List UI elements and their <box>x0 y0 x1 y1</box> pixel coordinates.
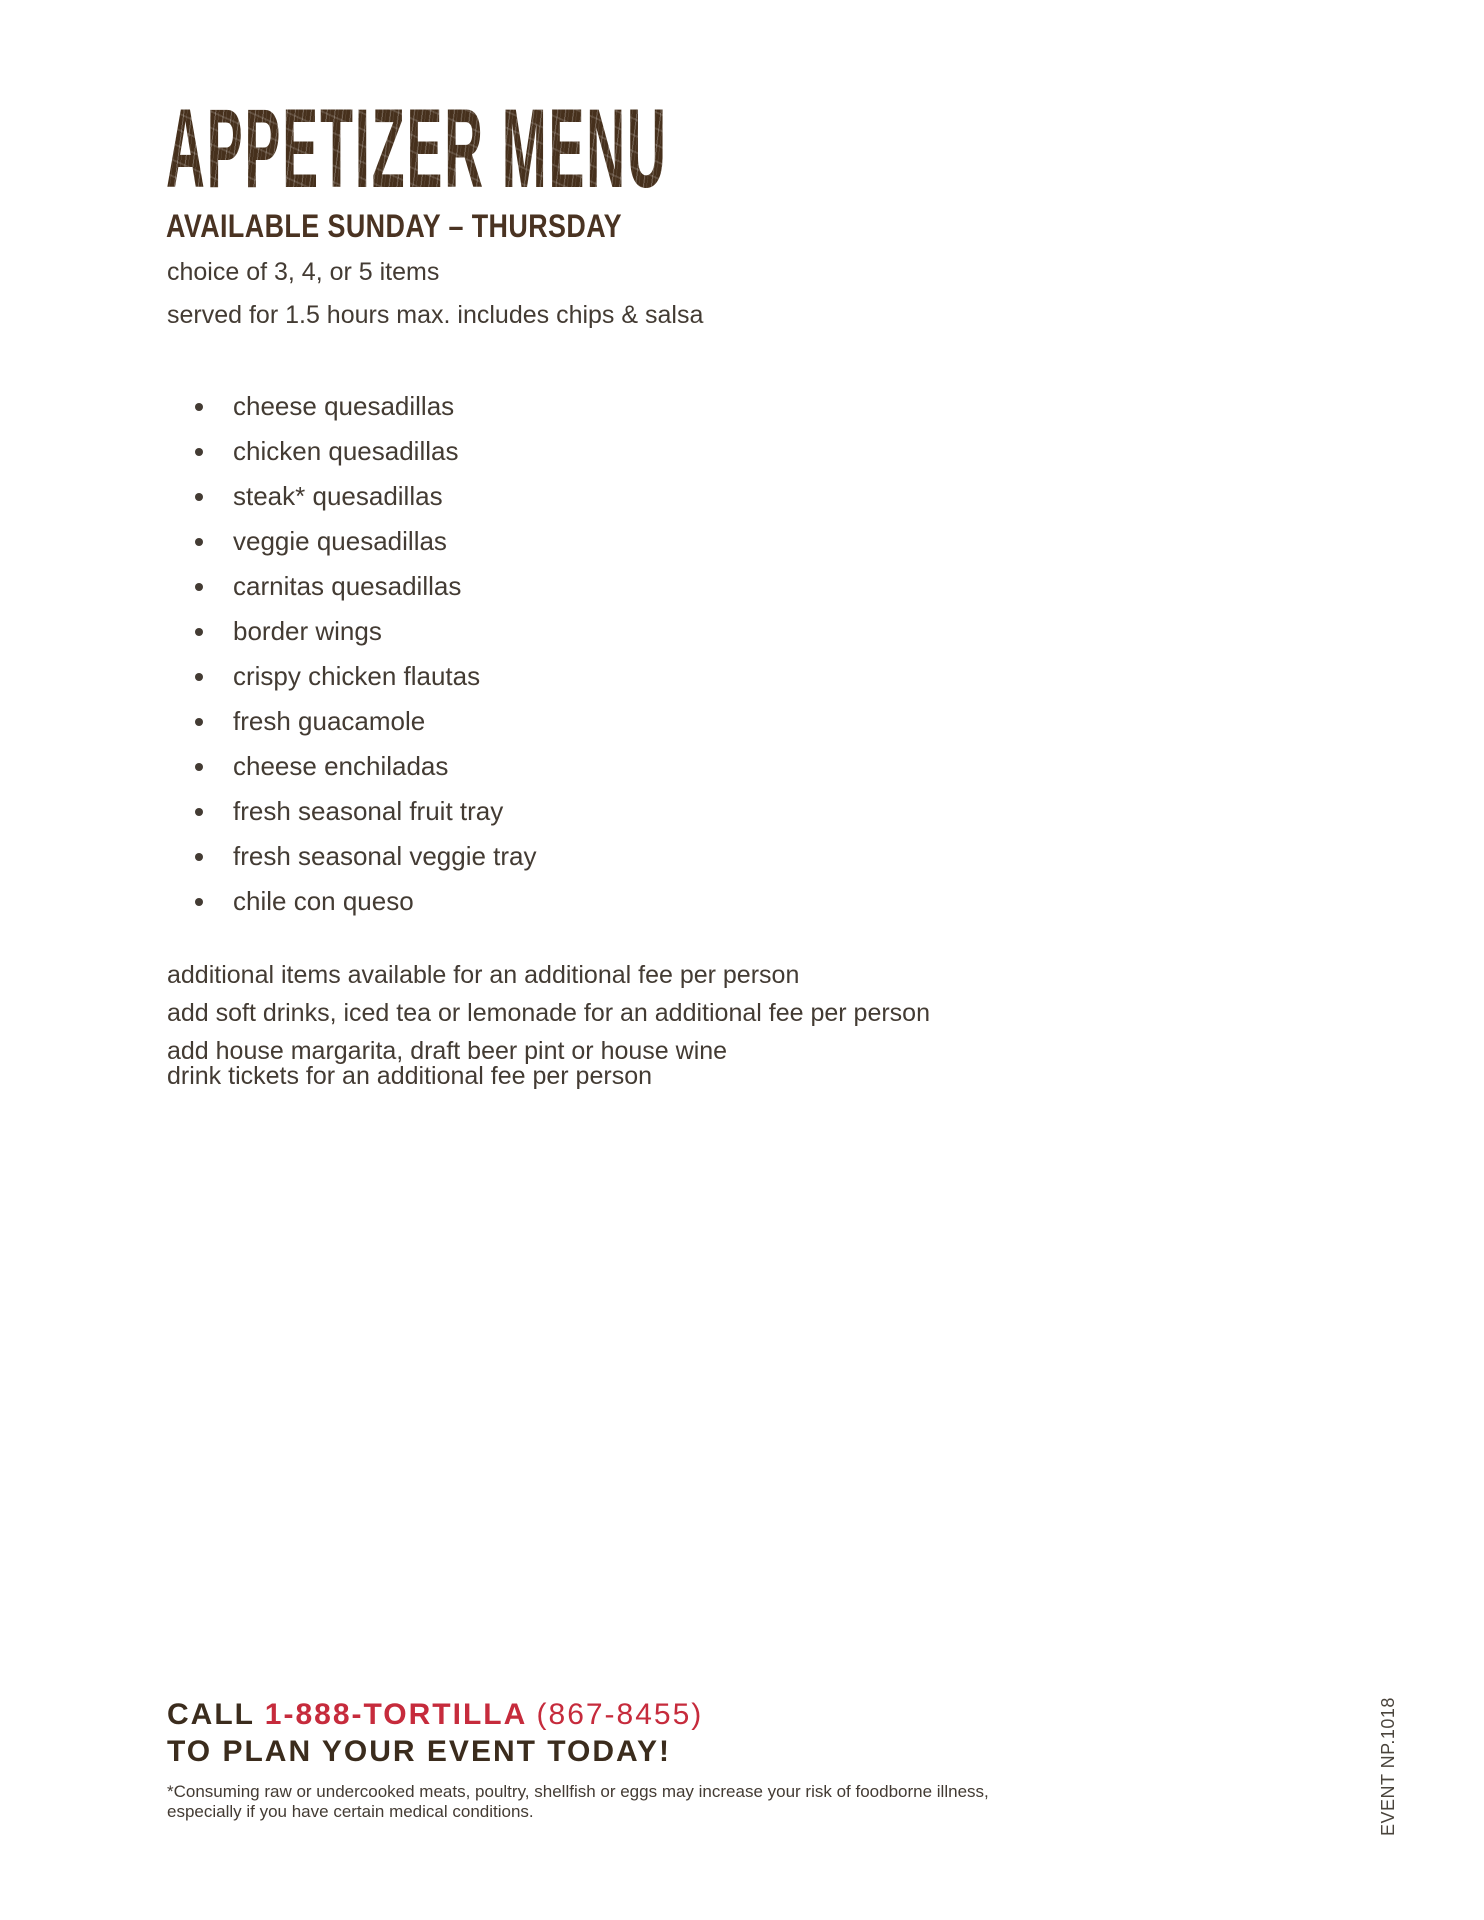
bullet-icon <box>195 448 203 456</box>
menu-item <box>195 699 537 744</box>
menu-item-label: fresh seasonal fruit tray <box>233 796 504 826</box>
cta-section <box>167 1696 703 1770</box>
menu-item <box>195 789 537 834</box>
cta-call-label: CALL <box>167 1698 255 1731</box>
menu-item <box>195 384 537 429</box>
menu-item-label: chicken quesadillas <box>233 436 459 466</box>
menu-item <box>195 879 537 924</box>
bullet-icon <box>195 808 203 816</box>
note-paragraph: add house margarita, draft beer pint or house wine drink tickets for an additional fee per person <box>167 1037 728 1090</box>
menu-item-label: chile con queso <box>233 886 414 916</box>
menu-item <box>195 609 537 654</box>
menu-item <box>195 564 537 609</box>
bullet-icon <box>195 628 203 636</box>
menu-item <box>195 429 537 474</box>
cta-call-line <box>167 1696 703 1733</box>
cta-phone-number: 1-888-TORTILLA <box>264 1698 527 1731</box>
note-paragraph: additional items available for an additional fee per person <box>167 961 800 989</box>
menu-item <box>195 834 537 879</box>
menu-item <box>195 519 537 564</box>
menu-item-label: cheese enchiladas <box>233 751 449 781</box>
bullet-icon <box>195 853 203 861</box>
menu-item <box>195 474 537 519</box>
cta-phone-digits: (867-8455) <box>536 1698 704 1731</box>
menu-item-list <box>195 384 537 924</box>
bullet-icon <box>195 583 203 591</box>
menu-item-label: crispy chicken flautas <box>233 661 481 691</box>
menu-item <box>195 654 537 699</box>
cta-plan-line: TO PLAN YOUR EVENT TODAY! <box>167 1735 671 1768</box>
bullet-icon <box>195 403 203 411</box>
bullet-icon <box>195 493 203 501</box>
menu-item-label: veggie quesadillas <box>233 526 447 556</box>
disclaimer-text: *Consuming raw or undercooked meats, poultry, shellfish or eggs may increase your risk of foodborne illness, especially if you have certain medical conditions. <box>167 1782 989 1821</box>
page-title: APPETIZER MENU <box>166 86 668 211</box>
bullet-icon <box>195 673 203 681</box>
note-paragraph: add soft drinks, iced tea or lemonade for an additional fee per person <box>167 999 930 1027</box>
notes-section <box>167 963 930 1102</box>
menu-item-label: fresh seasonal veggie tray <box>233 841 537 871</box>
menu-item-label: border wings <box>233 616 382 646</box>
bullet-icon <box>195 898 203 906</box>
menu-item-label: steak* quesadillas <box>233 481 443 511</box>
menu-item <box>195 744 537 789</box>
intro-serving-line: served for 1.5 hours max. includes chips & salsa <box>167 301 704 329</box>
intro-choice-line: choice of 3, 4, or 5 items <box>167 258 440 286</box>
document-code: EVENT NP.1018 <box>1378 1697 1398 1836</box>
bullet-icon <box>195 538 203 546</box>
availability-heading: AVAILABLE SUNDAY – THURSDAY <box>166 208 622 244</box>
bullet-icon <box>195 718 203 726</box>
menu-item-label: cheese quesadillas <box>233 391 455 421</box>
menu-item-label: carnitas quesadillas <box>233 571 462 601</box>
bullet-icon <box>195 763 203 771</box>
menu-item-label: fresh guacamole <box>233 706 426 736</box>
